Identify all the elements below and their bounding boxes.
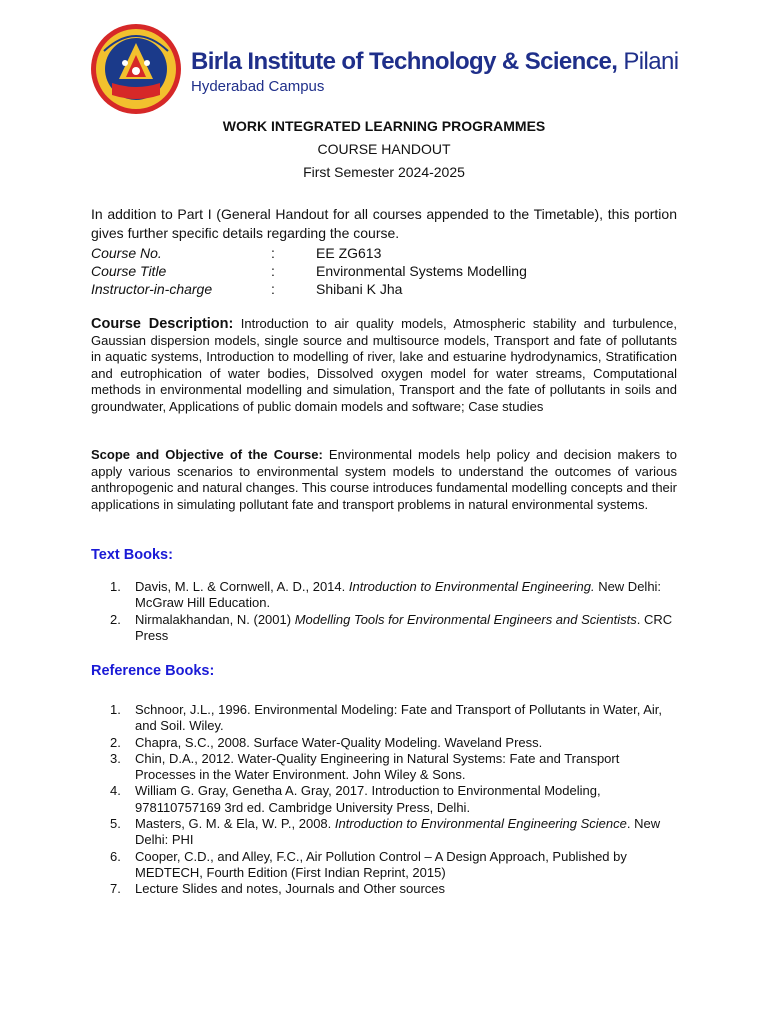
citation-text: Lecture Slides and notes, Journals and Other sources [135,881,446,897]
campus-name: Hyderabad Campus [191,78,325,95]
list-item [110,612,678,645]
intro-paragraph: In addition to Part I (General Handout for all courses appended to the Timetable), this portion gives further specific details regarding the course. [91,206,677,241]
citation-title: Modelling Tools for Environmental Engineers and Scientists [294,611,637,627]
semester-title: First Semester 2024-2025 [303,164,465,180]
info-label: Course Title [91,263,167,279]
citation-text: Nirmalakhandan, N. (2001) [135,611,295,627]
list-number: 6. [110,848,121,864]
reference-books-list [110,702,678,898]
list-number: 3. [110,750,121,766]
info-value: Shibani K Jha [316,281,403,297]
list-item [110,881,678,897]
reference-books-heading: Reference Books: [91,663,215,679]
text-books-list [110,579,678,644]
list-number: 5. [110,816,121,832]
list-item [110,702,678,735]
institute-name-suffix: Pilani [623,48,679,75]
scope-heading: Scope and Objective of the Course: [91,447,323,462]
citation-text: . CRC Press [135,611,673,643]
list-item [110,783,678,816]
citation-text: Cooper, C.D., and Alley, F.C., Air Pollution Control – A Design Approach, Published by MEDTECH, Fourth Edition (First Indian Reprint, 2015) [135,848,627,880]
list-number: 1. [110,579,121,594]
bits-crest-icon [89,21,183,121]
info-label: Course No. [91,245,162,261]
course-description [91,316,677,415]
info-label: Instructor-in-charge [91,281,213,297]
citation-text: New Delhi: McGraw Hill Education. [135,579,662,611]
list-item [110,579,678,612]
list-number: 1. [110,702,121,717]
list-item [110,816,678,849]
list-item [110,849,678,882]
institute-name [191,48,678,76]
description-heading: Course Description: [91,316,234,332]
institute-name-main: Birla Institute of Technology & Science, [191,48,618,75]
citation-text: Masters, G. M. & Ela, W. P., 2008. [135,816,335,832]
info-value: Environmental Systems Modelling [316,263,527,279]
description-text: Introduction to air quality models, Atmospheric stability and turbulence, Gaussian dispersion models, single source and multisource models, Transport and fate of pollutants in aquatic systems, Introduction to modelling of river, lake and estuarine hydrodynamics, Stratification and eutrophication of water bodies, Dissolved oxygen model for water streams, Computational methods in environmental modelling and simulation, Transport and the fate of pollutants in soils and groundwater, Applications of public domain models and software; Case studies [91,316,677,414]
citation-title: Introduction to Environmental Engineering. [348,579,595,594]
list-number: 2. [110,734,121,750]
citation-text: Chapra, S.C., 2008. Surface Water-Quality Modeling. Waveland Press. [135,734,543,750]
text-books-heading: Text Books: [91,547,173,563]
citation-title: Introduction to Environmental Engineering Science [334,816,627,832]
list-number: 4. [110,783,121,799]
list-item [110,735,678,751]
citation-text: William G. Gray, Genetha A. Gray, 2017. Introduction to Environmental Modeling, 978110757169 3rd ed. Cambridge University Press, Delhi. [135,783,601,815]
doc-type-title: COURSE HANDOUT [317,141,451,157]
programme-title: WORK INTEGRATED LEARNING PROGRAMMES [222,118,546,134]
scope-text: Environmental models help policy and decision makers to apply various scenarios to environmental system models to understand the outcomes of various anthropogenic and natural changes. This course introduces fundamental modelling concepts and their applications in simulating pollutant fate and transport problems in natural environmental systems. [91,447,677,512]
citation-text: Chin, D.A., 2012. Water-Quality Engineering in Natural Systems: Fate and Transport Processes in the Water Environment. John Wiley & Sons. [135,750,620,783]
citation-text: Davis, M. L. & Cornwell, A. D., 2014. [135,579,349,594]
info-colon: : [271,245,275,261]
info-colon: : [271,263,275,279]
list-item [110,751,678,784]
institute-logo [89,21,183,121]
citation-text: Schnoor, J.L., 1996. Environmental Modeling: Fate and Transport of Pollutants in Water, Air, and Soil. Wiley. [135,702,663,734]
info-colon: : [271,281,275,297]
list-number: 7. [110,881,121,897]
info-value: EE ZG613 [316,245,382,261]
list-number: 2. [110,611,121,627]
citation-text: . New Delhi: PHI [135,816,661,848]
scope-objective [91,447,677,513]
